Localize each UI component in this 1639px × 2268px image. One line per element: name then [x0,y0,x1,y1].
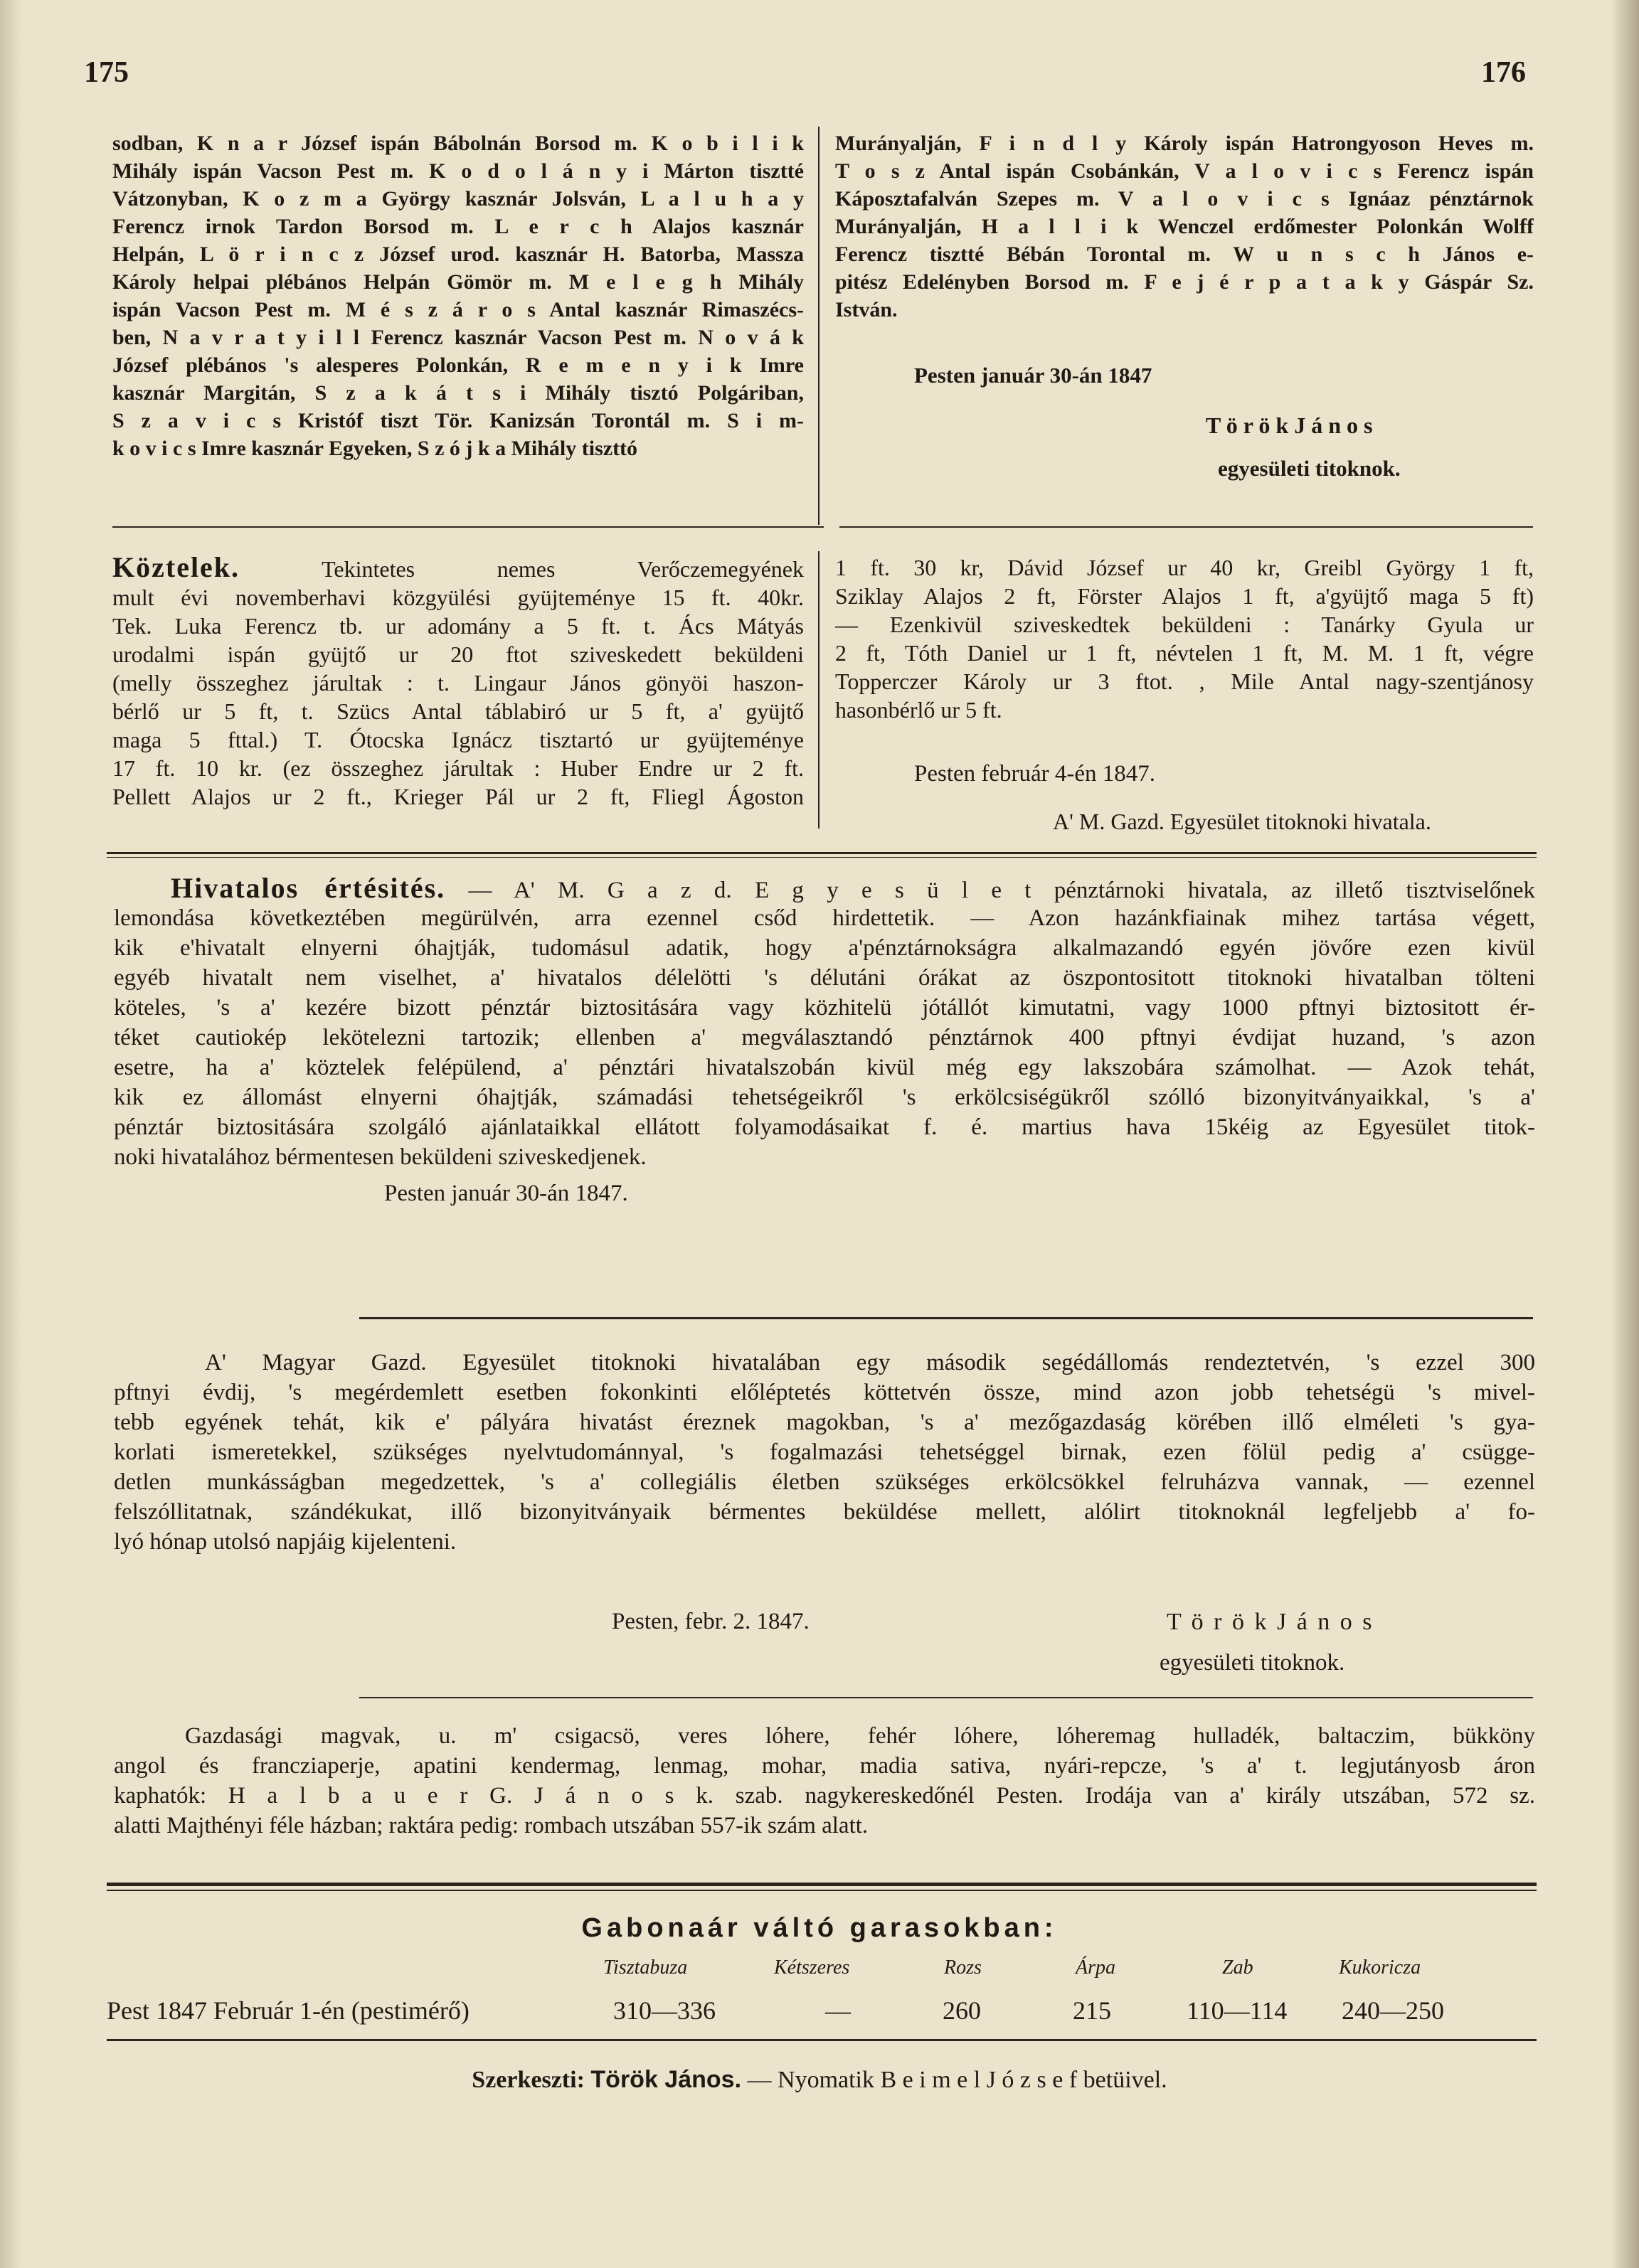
koztelek-signature: A' M. Gazd. Egyesület titoknoki hivatala. [1053,809,1431,834]
table-header-rozs: Rozs [944,1956,982,1979]
text-line: (melly összeghez járultak : t. Lingaur János gönyöi haszon- [112,670,804,696]
top-right-signature-name: T ö r ö k J á n o s [1206,412,1373,438]
text-line: bérlő ur 5 ft, t. Szücs Antal táblabiró ur 5 ft, a' gyüjtő [112,698,804,724]
text-line: Tekintetes nemes Verőczemegyének [322,556,805,582]
text-line: téket cautiokép lekötelezni tartozik; ellenben a' megválasztandó pénztárnok 400 pftnyi évdijat huzand, 's azon [114,1025,1535,1050]
segedallomas-signature-title: egyesületi titoknok. [1160,1650,1345,1676]
section-rule [359,1697,1533,1698]
section-rule [107,852,1537,854]
text-line: 2 ft, Tóth Daniel ur 1 ft, névtelen 1 ft, M. M. 1 ft, végre [835,640,1534,666]
text-line: mult évi novemberhavi közgyülési gyüjteménye 15 ft. 40kr. [112,585,804,610]
text-line: Ferencz irnok Tardon Borsod m. L e r c h Alajos kasznár [112,215,804,238]
text-line: noki hivatalához bérmentesen beküldeni sziveskedjenek. [114,1144,647,1170]
table-top-rule [107,1883,1537,1886]
koztelek-heading: Köztelek. [112,551,240,583]
text-line: Gazdasági magvak, u. m' csigacsö, veres lóhere, fehér lóhere, lóheremag hulladék, baltaczim, bükköny [185,1723,1535,1749]
text-line: 1 ft. 30 kr, Dávid József ur 40 kr, Greibl György 1 ft, [835,555,1534,580]
koztelek-date: Pesten február 4-én 1847. [914,761,1156,787]
text-line: István. [835,298,898,321]
text-line: Káposztafalván Szepes m. V a l o v i c s Ignáaz pénztárnok [835,187,1534,211]
segedallomas-signature-name: T ö r ö k J á n o s [1167,1609,1374,1635]
text-line: alatti Majthényi féle házban; raktára pedig: rombach utszában 557-ik szám alatt. [114,1813,869,1838]
text-line: hasonbérlő ur 5 ft. [835,697,1002,723]
text-line: Vátzonyban, K o z m a György kasznár Jolsván, L a l u h a y [112,187,804,211]
table-header-kukoricza: Kukoricza [1339,1956,1421,1979]
table-cell-arpa: 215 [1073,1996,1111,2025]
hivatalos-heading: Hivatalos értésités. [171,873,446,903]
segedallomas-section [114,1348,1535,1557]
text-line: kik e'hivatalt elnyerni óhajtják, tudomásul adatik, hogy a'pénztárnokságra alkalmazandó egyén jövőre ezen kivül [114,935,1535,961]
table-top-rule-thin [107,1890,1537,1891]
hivatalos-section [114,873,1535,1212]
table-cell-ketszeres: — [825,1996,851,2025]
page-number-right: 176 [1481,56,1526,89]
text-line: egyéb hivatalt nem viselhet, a' hivatalos délelötti 's délutáni órákat az öszpontositott titoknoki hivatalban tölteni [114,965,1535,991]
koztelek-left-column [112,553,804,811]
text-line: detlen munkásságban megedzettek, 's a' collegiális életben szükséges erkölcsökkel felruházva vannak, — ezennel [114,1469,1535,1495]
section-rule-thin [107,857,1537,858]
text-line: 17 ft. 10 kr. (ez összeghez járultak : Huber Endre ur 2 ft. [112,755,804,781]
section-rule [359,1317,1533,1319]
top-left-column [112,129,804,462]
section-rule-right [839,526,1533,528]
text-line: Murányalján, F i n d l y Károly ispán Hatrongyoson Heves m. [835,132,1534,155]
table-bottom-rule [107,2039,1537,2041]
footer-imprint [0,2066,1639,2094]
text-line: felszóllitatnak, szándékukat, illő bizonyitványaik bérmentes beküldése mellett, alólirt titoknoknál legfeljebb a' fo- [114,1499,1535,1525]
text-line: k o v i c s Imre kasznár Egyeken, S z ó j k a Mihály tiszttó [112,437,638,460]
table-header-tisztabuza: Tisztabuza [603,1956,688,1979]
text-line: Ferencz tisztté Bébán Torontal m. W u n s c h János e- [835,243,1534,266]
text-line: Sziklay Alajos 2 ft, Förster Alajos 1 ft, a'gyüjtő maga 5 ft) [835,583,1534,609]
table-cell-kukoricza: 240—250 [1342,1996,1444,2025]
footer-suffix: — Nyomatik B e i m e l J ó z s e f betüivel. [747,2067,1167,2093]
text-line: Topperczer Károly ur 3 ftot. , Mile Antal nagy-szentjánosy [835,669,1534,694]
table-title: Gabonaár váltó garasokban: [581,1913,1058,1943]
text-line: Mihály ispán Vacson Pest m. K o d o l á n y i Márton tisztté [112,159,804,183]
text-line: sodban, K n a r József ispán Bábolnán Borsod m. K o b i l i k [112,132,804,155]
text-line: Tek. Luka Ferencz tb. ur adomány a 5 ft. t. Ács Mátyás [112,613,804,639]
text-line: köteles, 's a' kezére bizott pénztár biztositására vagy közhitelü jótállót kimutatni, vagy 1000 pftnyi biztositott ér- [114,995,1535,1021]
footer-editor: Török János. [590,2066,742,2093]
column-divider-top [818,127,820,525]
text-line: korlati ismeretekkel, szükséges nyelvtudománnyal, 's fogalmazási tehetséggel birnak, ezen fölül pedig a' csügge- [114,1439,1535,1465]
text-line: T o s z Antal ispán Csobánkán, V a l o v i c s Ferencz ispán [835,159,1534,183]
text-line: tebb egyének tehát, kik e' pályára hivatást éreznek magokban, 's a' mezőgazdaság körében illő elméleti 's gya- [114,1410,1535,1435]
text-line: kasznár Margitán, S z a k á t s i Mihály tisztó Polgáriban, [112,381,804,405]
text-line: lemondása következtében megürülvén, arra ezennel csőd hirdettetik. — Azon hazánkfiainak mihez tartása végett, [114,905,1535,931]
text-line: pénztár biztositására szolgáló ajánlataikkal ellátott folyamodásaikat f. é. martius hava 15kéig az Egyesület titok- [114,1114,1535,1140]
top-right-signature-title: egyesületi titoknok. [1218,456,1401,481]
page-number-left: 175 [84,56,129,89]
text-line: ben, N a v r a t y i l l Ferencz kasznár Vacson Pest m. N o v á k [112,326,804,349]
table-header-zab: Zab [1222,1956,1253,1979]
top-right-column [835,129,1534,324]
koztelek-right-column [835,553,1534,724]
table-cell-rozs: 260 [943,1996,981,2025]
text-line: Murányalján, H a l l i k Wenczel erdőmester Polonkán Wolff [835,215,1534,238]
text-line: esetre, ha a' köztelek felépülend, a' pénztári hivatalszobán kivül még egy lakszobára számolhat. — Azok tehát, [114,1055,1535,1080]
column-divider-koztelek [818,551,820,829]
text-line: S z a v i c s Kristóf tiszt Tör. Kanizsán Torontál m. S i m- [112,409,804,432]
table-cell-zab: 110—114 [1187,1996,1288,2025]
table-cell-tisztabuza: 310—336 [613,1996,716,2025]
text-line: — A' M. G a z d. E g y e s ü l e t pénztárnoki hivatala, az illető tisztviselőnek [468,878,1535,903]
section-rule-left [112,526,824,528]
text-line: pitész Edelényben Borsod m. F e j é r p a t a k y Gáspár Sz. [835,270,1534,294]
text-line: maga 5 fttal.) T. Ótocska Ignácz tisztartó ur gyüjteménye [112,727,804,752]
table-header-ketszeres: Kétszeres [774,1956,850,1979]
table-row-label: Pest 1847 Február 1-én (pestimérő) [107,1996,470,2025]
hivatalos-date: Pesten január 30-án 1847. [384,1181,628,1206]
table-header-arpa: Árpa [1076,1956,1115,1979]
text-line: Károly helpai plébános Helpán Gömör m. M e l e g h Mihály [112,270,804,294]
top-right-date: Pesten január 30-án 1847 [914,363,1152,388]
text-line: lyó hónap utolsó napjáig kijelenteni. [114,1529,457,1555]
text-line: urodalmi ispán gyüjtő ur 20 ftot sziveskedett beküldeni [112,641,804,667]
footer-prefix: Szerkeszti: [472,2067,585,2093]
text-line: Helpán, L ö r i n c z József urod. kasznár H. Batorba, Massza [112,243,804,266]
segedallomas-date: Pesten, febr. 2. 1847. [612,1609,810,1634]
text-line: kaphatók: H a l b a u e r G. J á n o s k. szab. nagykereskedőnél Pesten. Irodája van a' király utszában, 572 sz. [114,1783,1535,1809]
text-line: A' Magyar Gazd. Egyesület titoknoki hivatalában egy második segédállomás rendeztetvén, 's ezzel 300 [205,1350,1535,1375]
text-line: ispán Vacson Pest m. M é s z á r o s Antal kasznár Rimaszécs- [112,298,804,321]
text-line: Pellett Alajos ur 2 ft., Krieger Pál ur 2 ft, Fliegl Ágoston [112,784,804,809]
text-line: József plébános 's alesperes Polonkán, R e m e n y i k Imre [112,353,804,377]
magvak-section [114,1721,1535,1841]
text-line: kik ez állomást elnyerni óhajtják, számadási tehetségeikről 's erkölcsiségükről szólló bizonyitványaikkal, 's a' [114,1085,1535,1110]
text-line: pftnyi évdij, 's megérdemlett esetben fokonkinti előléptetés köttetvén össze, mind azon jobb tehetségü 's mivel- [114,1380,1535,1405]
text-line: — Ezenkivül sziveskedtek beküldeni : Tanárky Gyula ur [835,612,1534,637]
text-line: angol és francziaperje, apatini kendermag, lenmag, mohar, madia sativa, nyári-repcze, 's a' t. legjutányosb áron [114,1753,1535,1779]
